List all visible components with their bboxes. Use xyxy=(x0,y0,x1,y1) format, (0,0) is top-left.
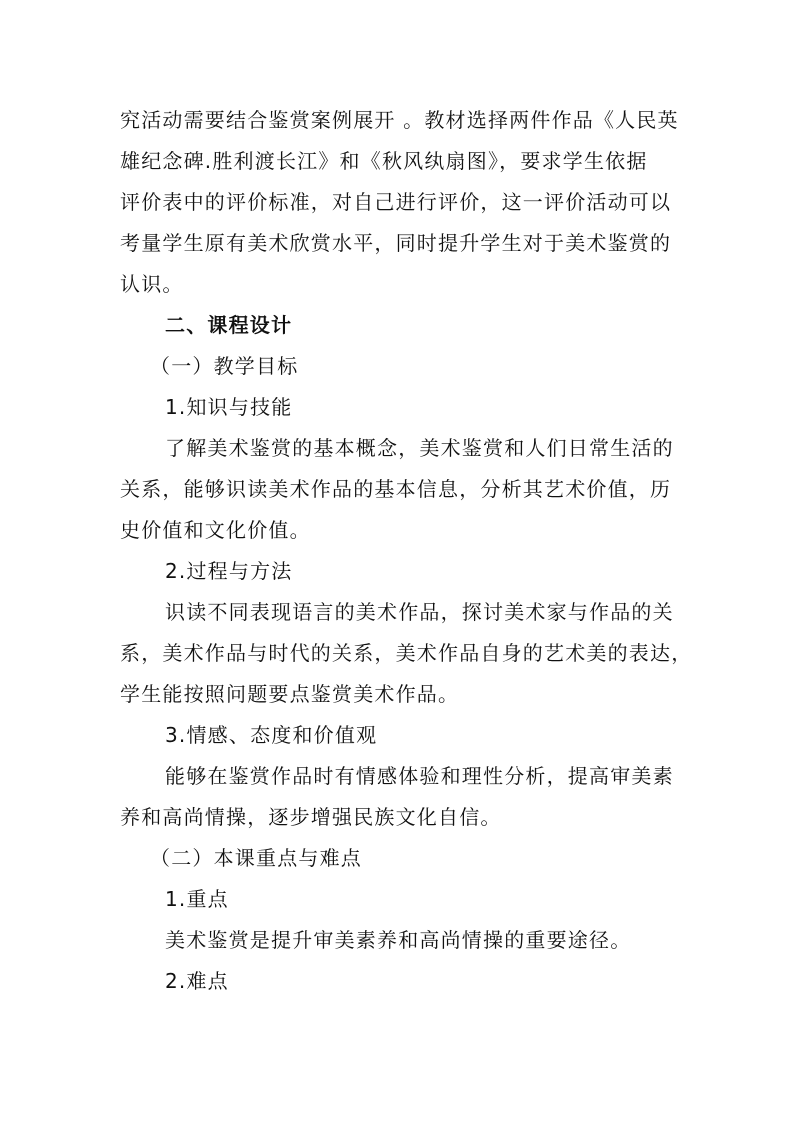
paragraph-line: 识读不同表现语言的美术作品，探讨美术家与作品的关 xyxy=(165,600,674,624)
paragraph-line: 养和高尚情操，逐步增强民族文化自信。 xyxy=(120,805,502,829)
paragraph-line: 系，美术作品与时代的关系，美术作品自身的艺术美的表达， xyxy=(120,641,693,665)
subsection-heading: （二）本课重点与难点 xyxy=(150,846,362,870)
paragraph-line: 学生能按照问题要点鉴赏美术作品。 xyxy=(120,682,460,706)
item-heading: 3.情感、态度和价值观 xyxy=(165,723,378,747)
subsection-heading: （一）教学目标 xyxy=(150,354,299,378)
paragraph-line: 评价表中的评价标准，对自己进行评价，这一评价活动可以 xyxy=(120,190,672,214)
paragraph-line: 考量学生原有美术欣赏水平，同时提升学生对于美术鉴赏的 xyxy=(120,231,672,255)
paragraph-line: 美术鉴赏是提升审美素养和高尚情操的重要途径。 xyxy=(165,928,632,952)
paragraph-line: 关系，能够识读美术作品的基本信息，分析其艺术价值，历 xyxy=(120,477,672,501)
paragraph-line: 究活动需要结合鉴赏案例展开 。教材选择两件作品《人民英 xyxy=(120,108,679,132)
item-heading: 1.重点 xyxy=(165,887,229,911)
paragraph-line: 雄纪念碑.胜利渡长江》和《秋风纨扇图》，要求学生依据 xyxy=(120,149,648,173)
paragraph-line: 认识。 xyxy=(120,272,184,296)
item-heading: 2.过程与方法 xyxy=(165,559,293,583)
item-heading: 1.知识与技能 xyxy=(165,395,293,419)
item-heading: 2.难点 xyxy=(165,969,229,993)
section-heading: 二、课程设计 xyxy=(165,313,293,337)
paragraph-line: 能够在鉴赏作品时有情感体验和理性分析，提高审美素 xyxy=(165,764,674,788)
paragraph-line: 史价值和文化价值。 xyxy=(120,518,311,542)
paragraph-line: 了解美术鉴赏的基本概念，美术鉴赏和人们日常生活的 xyxy=(165,436,674,460)
